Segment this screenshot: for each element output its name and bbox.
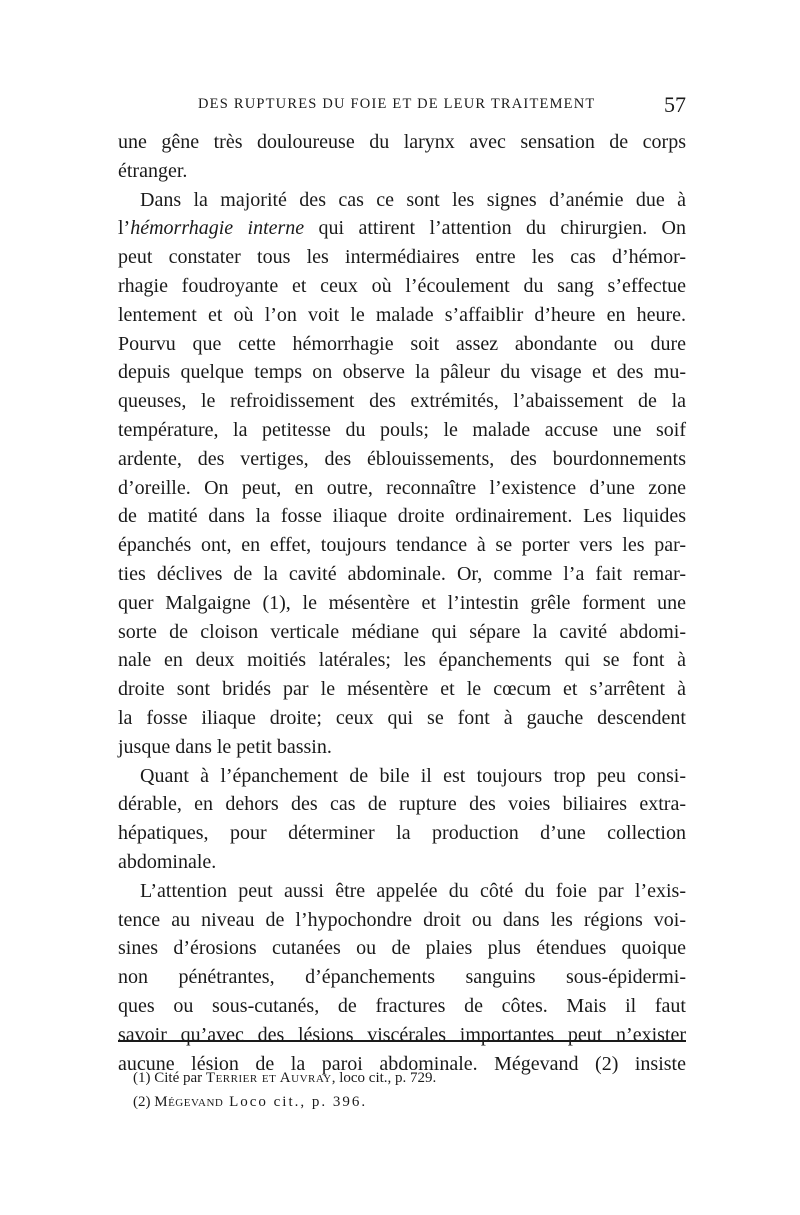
text-line: lentement et où l’on voit le malade s’affaiblir d’heure en heure. xyxy=(118,303,686,326)
text-line: d’oreille. On peut, en outre, reconnaître l’existence d’une zone xyxy=(118,476,686,499)
running-title: DES RUPTURES DU FOIE ET DE LEUR TRAITEMENT xyxy=(198,96,596,112)
text-line: quer Malgaigne (1), le mésentère et l’intestin grêle forment une xyxy=(118,591,686,614)
footnote-2: (2) Mégevand Loco cit., p. 396. xyxy=(133,1094,368,1110)
text-line: ardente, des vertiges, des éblouissements, des bourdonnements xyxy=(118,447,686,470)
paragraph-start-line: Dans la majorité des cas ce sont les signes d’anémie due à xyxy=(140,188,686,211)
text-line: queuses, le refroidissement des extrémités, l’abaissement de la xyxy=(118,390,686,413)
paragraph-start-line: Quant à l’épanchement de bile il est toujours trop peu consi- xyxy=(140,764,686,787)
footnotes xyxy=(133,1066,686,1114)
text-line: jusque dans le petit bassin. xyxy=(118,735,332,758)
footnote-divider xyxy=(118,1040,686,1042)
footnote-marker: (2) xyxy=(133,1094,151,1110)
footnote-marker: (1) xyxy=(133,1070,151,1086)
text-line: depuis quelque temps on observe la pâleur du visage et des mu- xyxy=(118,361,686,384)
body-text xyxy=(118,128,686,1078)
text-line: peut constater tous les intermédiaires entre les cas d’hémor- xyxy=(118,246,686,269)
text-line: droite sont bridés par le mésentère et le cœcum et s’arrêtent à xyxy=(118,678,686,701)
text-line-with-italic: l’hémorrhagie interne qui attirent l’attention du chirurgien. On xyxy=(118,217,686,240)
text-line: une gêne très douloureuse du larynx avec sensation de corps xyxy=(118,131,686,153)
text-line: la fosse iliaque droite; ceux qui se font à gauche descendent xyxy=(118,706,686,729)
text-line: savoir qu’avec des lésions viscérales importantes peut n’exister xyxy=(118,1023,686,1046)
page-number: 57 xyxy=(664,92,686,117)
text-line: dérable, en dehors des cas de rupture des voies biliaires extra- xyxy=(118,793,686,816)
text-line: rhagie foudroyante et ceux où l’écoulement du sang s’effectue xyxy=(118,274,686,297)
text-line: de matité dans la fosse iliaque droite ordinairement. Les liquides xyxy=(118,505,686,528)
text-line: sines d’érosions cutanées ou de plaies plus étendues quoique xyxy=(118,937,686,960)
text-line: étranger. xyxy=(118,159,188,182)
text-line: ques ou sous-cutanés, de fractures de côtes. Mais il faut xyxy=(118,994,686,1017)
footnote-1: (1) Cité par Terrier et Auvray, loco cit., p. 729. xyxy=(133,1070,437,1086)
text-line: aucune lésion de la paroi abdominale. Mégevand (2) insiste xyxy=(118,1052,686,1075)
footnote-authors: Terrier et Auvray xyxy=(205,1070,332,1086)
text-line: sorte de cloison verticale médiane qui sépare la cavité abdomi- xyxy=(118,620,686,643)
text-line: non pénétrantes, d’épanchements sanguins sous-épidermi- xyxy=(118,966,686,989)
running-head xyxy=(118,92,686,120)
text-line: Pourvu que cette hémorrhagie soit assez abondante ou dure xyxy=(118,332,686,355)
text-line: abdominale. xyxy=(118,850,217,873)
footnote-authors: Mégevand xyxy=(154,1094,224,1110)
text-line: nale en deux moitiés latérales; les épanchements qui se font à xyxy=(118,649,686,672)
text-line: ties déclives de la cavité abdominale. Or, comme l’a fait remar- xyxy=(118,562,686,585)
text-line: hépatiques, pour déterminer la production d’une collection xyxy=(118,822,686,845)
text-line: épanchés ont, en effet, toujours tendance à se porter vers les par- xyxy=(118,534,686,557)
text-line: tence au niveau de l’hypochondre droit ou dans les régions voi- xyxy=(118,908,686,931)
paragraph-start-line: L’attention peut aussi être appelée du côté du foie par l’exis- xyxy=(140,879,686,902)
italic-term: hémorrhagie interne xyxy=(130,217,305,240)
text-line: température, la petitesse du pouls; le malade accuse une soif xyxy=(118,418,686,441)
